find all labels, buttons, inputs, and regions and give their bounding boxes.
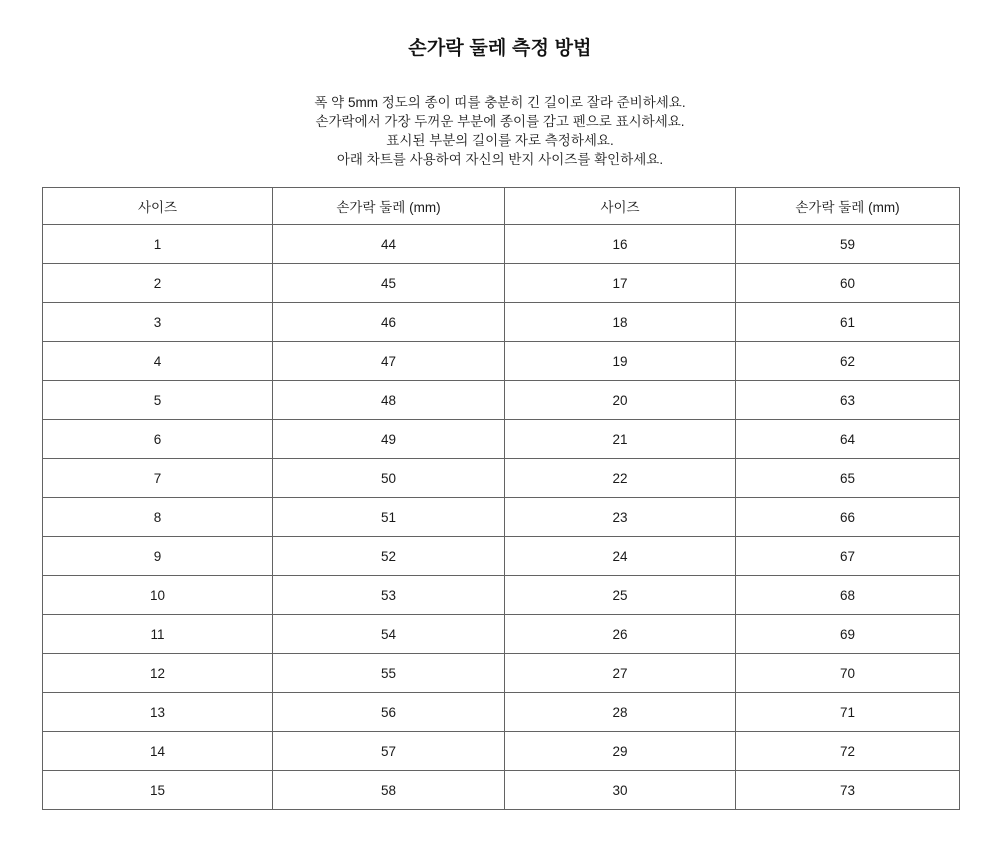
table-cell: 15 xyxy=(43,771,273,810)
instruction-line-1: 폭 약 5mm 정도의 종이 띠를 충분히 긴 길이로 잘라 준비하세요. xyxy=(314,95,686,110)
table-cell: 47 xyxy=(273,342,505,381)
table-cell: 45 xyxy=(273,264,505,303)
table-row xyxy=(43,615,960,654)
table-cell: 56 xyxy=(273,693,505,732)
table-cell: 25 xyxy=(505,576,736,615)
table-cell: 50 xyxy=(273,459,505,498)
table-row xyxy=(43,732,960,771)
table-cell: 21 xyxy=(505,420,736,459)
table-row xyxy=(43,654,960,693)
table-cell: 28 xyxy=(505,693,736,732)
table-cell: 52 xyxy=(273,537,505,576)
table-cell: 16 xyxy=(505,225,736,264)
table-row xyxy=(43,381,960,420)
table-cell: 49 xyxy=(273,420,505,459)
table-cell: 18 xyxy=(505,303,736,342)
table-cell: 59 xyxy=(736,225,960,264)
table-cell: 29 xyxy=(505,732,736,771)
table-cell: 20 xyxy=(505,381,736,420)
table-row xyxy=(43,693,960,732)
table-cell: 58 xyxy=(273,771,505,810)
table-cell: 1 xyxy=(43,225,273,264)
table-cell: 13 xyxy=(43,693,273,732)
table-cell: 23 xyxy=(505,498,736,537)
table-header-row xyxy=(43,188,960,225)
table-row xyxy=(43,537,960,576)
table-cell: 63 xyxy=(736,381,960,420)
table-cell: 11 xyxy=(43,615,273,654)
table-row xyxy=(43,498,960,537)
table-cell: 69 xyxy=(736,615,960,654)
table-cell: 12 xyxy=(43,654,273,693)
table-cell: 2 xyxy=(43,264,273,303)
table-cell: 26 xyxy=(505,615,736,654)
table-cell: 9 xyxy=(43,537,273,576)
instruction-line-3: 표시된 부분의 길이를 자로 측정하세요. xyxy=(386,133,614,148)
header-size-left: 사이즈 xyxy=(43,188,273,225)
page-title: 손가락 둘레 측정 방법 xyxy=(408,38,592,59)
table-cell: 46 xyxy=(273,303,505,342)
table-cell: 44 xyxy=(273,225,505,264)
table-cell: 8 xyxy=(43,498,273,537)
table-cell: 51 xyxy=(273,498,505,537)
table-row xyxy=(43,303,960,342)
table-cell: 48 xyxy=(273,381,505,420)
table-cell: 6 xyxy=(43,420,273,459)
table-cell: 19 xyxy=(505,342,736,381)
table-cell: 24 xyxy=(505,537,736,576)
table-cell: 65 xyxy=(736,459,960,498)
table-row xyxy=(43,342,960,381)
table-cell: 4 xyxy=(43,342,273,381)
instruction-line-2: 손가락에서 가장 두꺼운 부분에 종이를 감고 펜으로 표시하세요. xyxy=(315,114,685,129)
table-row xyxy=(43,225,960,264)
table-cell: 53 xyxy=(273,576,505,615)
table-row xyxy=(43,576,960,615)
table-cell: 55 xyxy=(273,654,505,693)
table-row xyxy=(43,771,960,810)
table-cell: 3 xyxy=(43,303,273,342)
table-cell: 27 xyxy=(505,654,736,693)
table-row xyxy=(43,459,960,498)
table-cell: 17 xyxy=(505,264,736,303)
table-cell: 66 xyxy=(736,498,960,537)
table-cell: 22 xyxy=(505,459,736,498)
table-cell: 70 xyxy=(736,654,960,693)
header-size-right: 사이즈 xyxy=(505,188,736,225)
table-cell: 67 xyxy=(736,537,960,576)
table-cell: 68 xyxy=(736,576,960,615)
instructions-block xyxy=(0,93,1000,169)
table-cell: 61 xyxy=(736,303,960,342)
table-cell: 10 xyxy=(43,576,273,615)
table-cell: 60 xyxy=(736,264,960,303)
table-cell: 7 xyxy=(43,459,273,498)
table-cell: 57 xyxy=(273,732,505,771)
ring-size-table xyxy=(42,187,960,810)
header-circumference-right: 손가락 둘레 (mm) xyxy=(736,188,960,225)
table-cell: 5 xyxy=(43,381,273,420)
table-cell: 64 xyxy=(736,420,960,459)
table-cell: 54 xyxy=(273,615,505,654)
header-circumference-left: 손가락 둘레 (mm) xyxy=(273,188,505,225)
table-cell: 71 xyxy=(736,693,960,732)
table-cell: 62 xyxy=(736,342,960,381)
table-cell: 73 xyxy=(736,771,960,810)
table-row xyxy=(43,420,960,459)
table-body xyxy=(43,225,960,810)
table-cell: 72 xyxy=(736,732,960,771)
table-row xyxy=(43,264,960,303)
table-cell: 30 xyxy=(505,771,736,810)
instruction-line-4: 아래 차트를 사용하여 자신의 반지 사이즈를 확인하세요. xyxy=(336,152,664,167)
table-cell: 14 xyxy=(43,732,273,771)
